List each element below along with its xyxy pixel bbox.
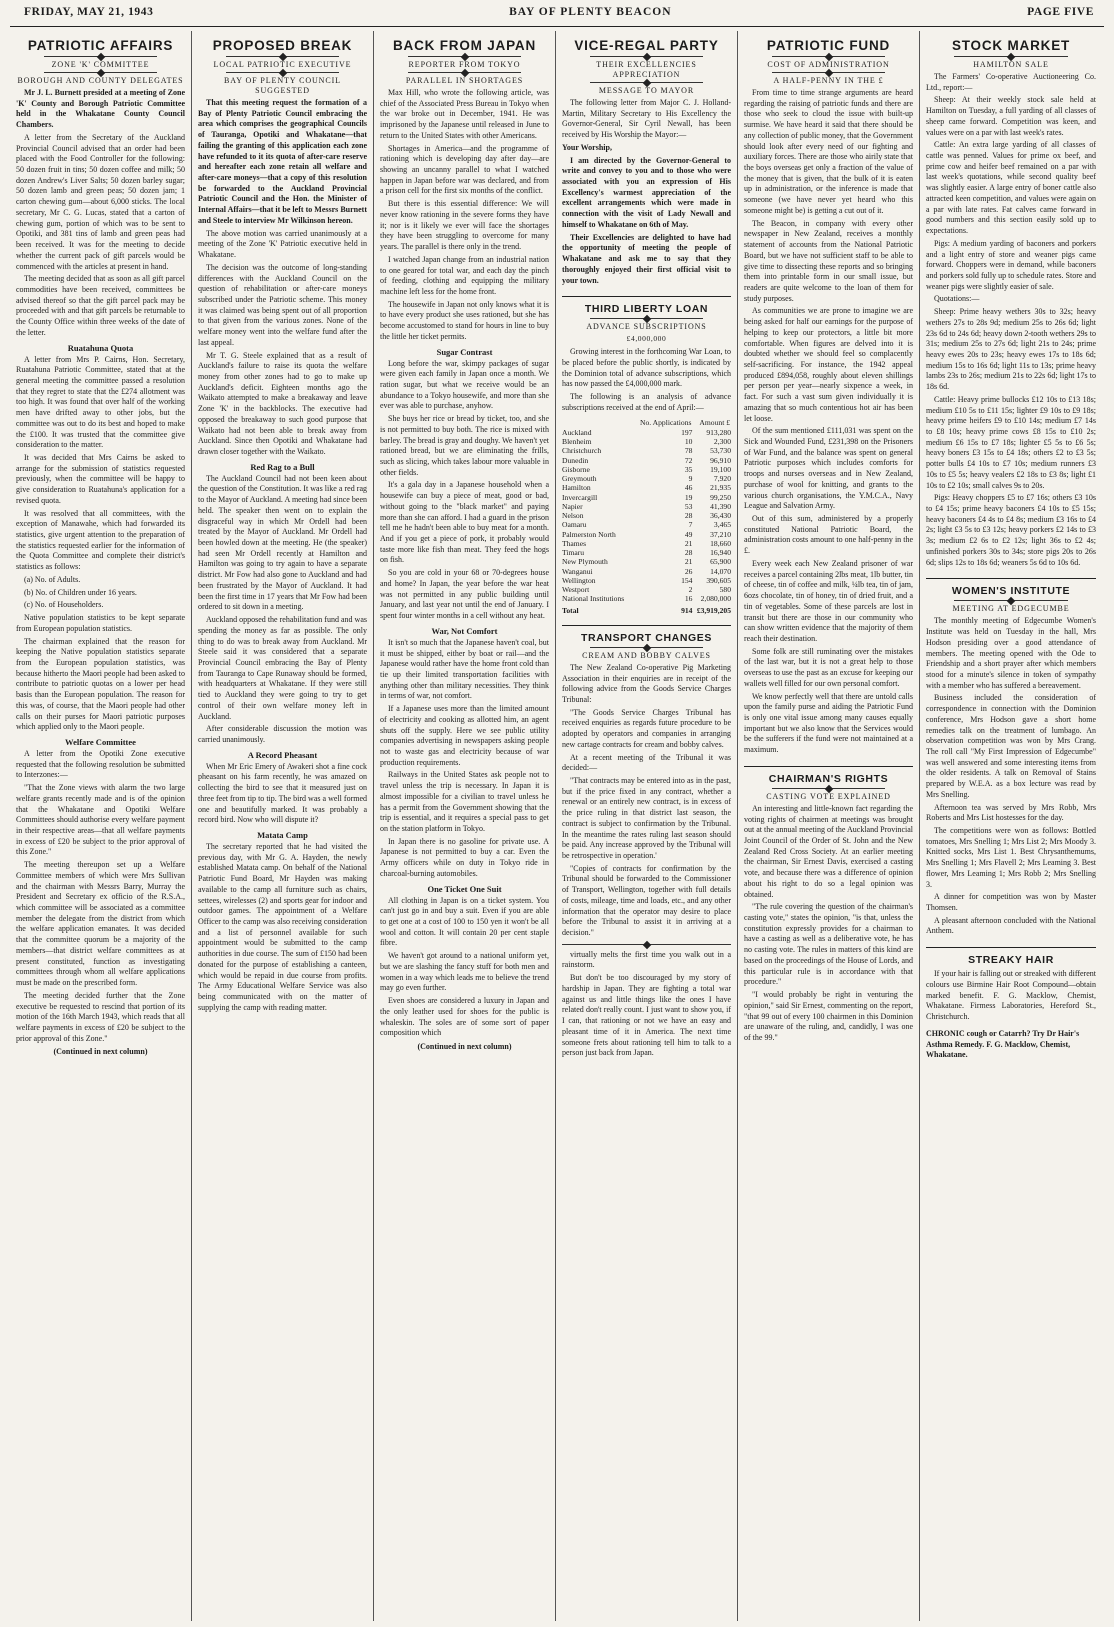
divider xyxy=(772,56,885,57)
page-number: PAGE FIVE xyxy=(1027,6,1094,18)
table-cell: Nelson xyxy=(562,511,584,521)
continued-note: (Continued in next column) xyxy=(53,1047,148,1057)
divider xyxy=(590,318,703,319)
paragraph: I watched Japan change from an industrial nation to one geared for total war, and each day the pinch of feeding, clothing and equipping the military machine left less for the home front. xyxy=(380,254,549,296)
advertisement: CHRONIC cough or Catarrh? Try Dr Hair's Asthma Remedy. F. G. Macklow, Chemist, Whakatane. xyxy=(926,1028,1080,1060)
paragraph: From time to time strange arguments are heard regarding the raising of patriotic funds and there are those who seek to cloud the issue with built-up surmise. We have heard it said that there should be any collection of public money, that the Government should look after every need of our fighting and auxiliary forces. There are those who airily state that the boys overseas get only a fraction of the value of the money that is given, that the bulk of it is eaten up in administration, or the inference is made that someone (we have never yet heard who this someone might be) is getting a cut out of it. xyxy=(744,88,913,215)
headline: PROPOSED BREAK xyxy=(212,38,353,53)
table-cell: 7,920 xyxy=(713,474,731,484)
paragraph: A letter from Mrs P. Cairns, Hon. Secretary, Ruatahuna Patriotic Committee, stated that at the general meeting the committee passed a resolution that they regret to state that the £274 allotment was too high. It was found that over half of the working men have drifted away to other jobs, but the committee was out to do its best and hoped to make the £100. It was trusted that the committee give consideration to the matter. xyxy=(16,354,185,450)
paragraph: "That the Zone views with alarm the two large welfare grants recently made and is of the opinion that the Whakatane and Opotiki Welfare Committees should authorise every welfare payment in their respective areas—that all welfare payments in excess of £20 be subject to the prior approval of this Zone." xyxy=(16,783,185,857)
section-subhead: Red Rag to a Bull xyxy=(250,461,315,472)
subheadline: PARALLEL IN SHORTAGES xyxy=(405,76,524,85)
divider xyxy=(954,56,1068,57)
table-row xyxy=(562,548,731,557)
table-cell: 46 xyxy=(684,483,693,493)
paragraph: But there is this essential difference: We will never know rationing in the severe forms they have it; nor is it likely we ever will face the shortages they have been struggling to overcome for many years. The parallel is there only in the trend. xyxy=(380,199,549,252)
table-cell: 21,935 xyxy=(710,483,731,493)
table-row xyxy=(562,576,731,585)
paragraph: Business included the consideration of correspondence in connection with the Dominion conference, Mrs Hodson gave a short home remedies talk on the treatment of lumbago. An observation competition was won by Mrs Crang. The roll call "My First Impression of Edgecumbe" was well answered and some interesting items from the older residents. A talk on Removal of Stains prepared by W.E.A. as a box lecture was read by Mrs Snelling. xyxy=(926,693,1096,799)
table-cell: New Plymouth xyxy=(562,557,608,567)
headline: THIRD LIBERTY LOAN xyxy=(562,296,731,315)
divider xyxy=(408,72,521,73)
subheadline: BAY OF PLENTY COUNCIL SUGGESTED xyxy=(224,76,341,95)
section-subhead: Ruatahuna Quota xyxy=(67,342,134,353)
table-cell: 28 xyxy=(684,511,693,521)
headline: VICE-REGAL PARTY xyxy=(574,38,719,53)
table-row xyxy=(562,502,731,511)
table-row xyxy=(562,465,731,474)
paragraph: All clothing in Japan is on a ticket system. You can't just go in and buy a suit. Even if you are able to get one at a cost of 100 to 150 yen it won't be all wool and cotton. It will contain 20 per cent staple fibre. xyxy=(380,895,549,948)
table-cell: Christchurch xyxy=(562,446,602,456)
table-cell: Wellington xyxy=(562,575,596,585)
list-item: (c) No. of Householders. xyxy=(24,600,104,610)
table-cell: 99,250 xyxy=(710,492,731,502)
headline: STOCK MARKET xyxy=(951,38,1071,53)
table-cell: 37,210 xyxy=(710,529,731,539)
section-subhead: One Ticket One Suit xyxy=(427,883,502,894)
paragraph: The housewife in Japan not only knows what it is to have every product she uses rationed, but she has become accustomed to stand for hours in line to buy the little her ticket permits. xyxy=(380,299,549,341)
paragraph: The meeting thereupon set up a Welfare Committee members of which were Mrs Sullivan and the chairman with Messrs Barry, Murray the President and Secretary ex officio of the R.S.A., which committee will be associated as a committee member the delegate from the district from which the welfare application emanates. It was decided that the committee quorum be a majority of the members—that district welfare committees as at present constituted, function as investigating committees through whom all welfare applications must be made on the prescribed form. xyxy=(16,860,185,988)
paragraph: Growing interest in the forthcoming War Loan, to be placed before the public shortly, is indicated by the Dominion total of advance subscriptions, which has now passed the £4,000,000 mark. xyxy=(562,347,731,389)
subheadline: ADVANCE SUBSCRIPTIONS xyxy=(586,322,707,332)
table-row xyxy=(562,474,731,483)
table-row xyxy=(562,437,731,446)
section-subhead: War, Not Comfort xyxy=(431,625,498,636)
subheadline: CASTING VOTE EXPLAINED xyxy=(766,791,891,801)
table-cell: Westport xyxy=(562,585,590,595)
table-cell: Invercargill xyxy=(562,492,598,502)
salutation: Your Worship, xyxy=(562,142,612,152)
paragraph: Out of this sum, administered by a properly constituted National Patriotic Board, the administration costs amount to one half-penny in the £. xyxy=(744,514,913,556)
table-row xyxy=(562,483,731,492)
table-cell: 53 xyxy=(684,501,693,511)
paragraph: Native population statistics to be kept separate from European population statistics. xyxy=(16,613,185,633)
lead-paragraph: Mr J. L. Burnett presided at a meeting of Zone 'K' County and Borough Patriotic Committee held in the Whakatane County Council Chambers. xyxy=(16,88,185,130)
headline: BACK FROM JAPAN xyxy=(393,38,536,53)
list-item: (a) No. of Adults. xyxy=(24,574,81,584)
paragraph: An interesting and little-known fact regarding the voting rights of chairmen at meetings was brought out at the annual meeting of the Auckland Provincial Joint Council of the Order of St. John and the New Zealand Red Cross Society. At an earlier meeting the chairman, Sir Ernest Davis, exercised a casting vote, and because there was a difference of opinion about his right to do so a legal opinion was obtained. xyxy=(744,803,913,899)
paragraph: "The Goods Service Charges Tribunal has received enquiries as regards future procedure to be adopted by operators and companies in arranging new cartage contracts for cream and bobby calves. xyxy=(562,707,731,749)
table-cell: 65,900 xyxy=(710,557,731,567)
table-cell: 390,605 xyxy=(706,575,731,585)
subheadline: A HALF-PENNY IN THE £ xyxy=(773,76,884,85)
subheadline: ZONE 'K' COMMITTEE xyxy=(51,60,150,69)
table-cell: Palmerston North xyxy=(562,529,616,539)
subheadline: BOROUGH AND COUNTY DELEGATES xyxy=(17,76,184,85)
table-row xyxy=(562,428,731,437)
table-cell: 53,730 xyxy=(710,446,731,456)
table-cell: 10 xyxy=(684,437,693,447)
paragraph: We know perfectly well that there are untold calls upon the family purse and aiding the Patriotic Fund is only one vital issue among many causes equally important but we also know that the Services would be the sufferers if the fund were not maintained at a maximum. xyxy=(744,691,913,755)
paragraph: After considerable discussion the motion was carried unanimously. xyxy=(198,724,367,744)
paragraph: The decision was the outcome of long-standing differences with the Auckland Council on the question of rehabilitation or after-care moneys subscribed under the Patriotic scheme. This money it was claimed was being spent out of all proportion to that given from the various zones. None of the welfare money went into the welfare fund after the last appeal. xyxy=(198,262,367,347)
paragraph: The secretary reported that he had visited the previous day, with Mr G. A. Hayden, the newly established Matata camp. On behalf of the National Patriotic Fund Board, Mr Hayden was making available to the camp all furniture such as chairs, settees, wirelesses (2) and sports gear for indoor and outdoor games. The appointment of a Welfare Officer to the camp was also receiving consideration and a list of personnel available for such appointment would be submitted to the camp authorities in due course. The sum of £150 had been donated for the purpose of establishing a canteen, which would be repaid in due course from profits. The Army Educational Welfare Service was also being communicated with on the matter of supplying the camp with reading matter. xyxy=(198,842,367,1012)
paragraph: "Copies of contracts for confirmation by the Tribunal should be forwarded to the Commissioner of Transport, Wellington, together with full details of costs, mileage, time and loads, etc., and any other information that the operator may desire to place before the Tribunal to assist it in arriving at a decision." xyxy=(562,863,731,938)
table-cell: 3,465 xyxy=(713,520,731,530)
subheadline: LOCAL PATRIOTIC EXECUTIVE xyxy=(213,60,352,69)
paragraph: Railways in the United States ask people not to travel unless the trip is necessary. In Japan it is almost impossible for a civilian to travel unless he has a permit from the Government showing that the trip is essential, and it requires a special pass to get on the station platform in Tokyo. xyxy=(380,770,549,833)
table-cell: Napier xyxy=(562,501,583,511)
divider xyxy=(562,944,731,945)
table-cell: Timaru xyxy=(562,548,585,558)
paragraph: As communities we are prone to imagine we are being asked for half our earnings for the purpose of helping to keep our protectors, a little bit more comfortable. When figures are delved into it is doubted whether we should feel so complacently self-sacrificing. For instance, the 1942 appeal produced £894,058, roughly about eleven shillings per person per year—nearly sixpence a week, in fact. For such a vast sum given individually it is amazing that so much contentious hot air has been let loose. xyxy=(744,306,913,423)
subheadline: HAMILTON SALE xyxy=(973,60,1049,69)
paragraph: Sheep: Prime heavy wethers 30s to 32s; heavy wethers 27s to 28s 9d; medium 25s to 26s 6d; light 23s 6d to 24s 6d; heavy down 2-tooth wethers 29s to 31s; medium 25s to 27s 6d; light 21s to 24s; prime heavy ewes 20s to 23s; heavy ewes 17s to 18s 6d; medium 15s to 16s 6d; light 11s to 13s; prime heavy lambs 23s to 26s; medium 21s to 22s 6d; light 17s to 18s 6d. xyxy=(926,307,1096,392)
table-cell: 19 xyxy=(684,492,693,502)
paragraph: It was resolved that all committees, with the exception of Manawahe, which had forwarded its statistics, give urgent attention to the preparation of the statistics requested earlier for the information of the Quota Committee and complete their district's statistics as follows: xyxy=(16,508,185,572)
table-row xyxy=(562,594,731,603)
table-cell: 36,430 xyxy=(710,511,731,521)
paragraph: Max Hill, who wrote the following article, was chief of the Associated Press Bureau in Tokyo when the war broke out in December, 1941. He was imprisoned by the Japanese until released in June to return to the United States with other Americans. xyxy=(380,88,549,140)
lead-paragraph: Their Excellencies are delighted to have had the opportunity of meeting the people of Whakatane and ask me to say that they thoroughly enjoyed their first official visit to your town. xyxy=(562,232,731,285)
table-row xyxy=(562,511,731,520)
table-cell: 28 xyxy=(684,548,693,558)
divider xyxy=(772,788,885,789)
table-cell: 7 xyxy=(688,520,693,530)
paragraph: The Beacon, in company with every other newspaper in New Zealand, receives a monthly statement of accounts from the National Patriotic Board, but we have not sufficient staff to be able to give time to dissecting these reports and so bringing them into printable form in our small issue, but readers are quite welcome to the loan of them for study purposes. xyxy=(744,218,913,303)
headline: STREAKY HAIR xyxy=(926,947,1096,966)
divider xyxy=(44,72,157,73)
newspaper-title: BAY OF PLENTY BEACON xyxy=(509,6,672,18)
paragraph: It isn't so much that the Japanese haven't coal, but it must be shipped, either by boat or rail—and the Japanese would rather have the home front cold than tie up their limited transportation facilities with anything other than military necessities. They think in terms of war, not comfort. xyxy=(380,637,549,701)
table-cell: 9 xyxy=(688,474,693,484)
paragraph: Some folk are still ruminating over the mistakes of the last war, but it is not a great help to those overseas to use the past as an excuse for keeping our wallets well filled for our own personal comfort. xyxy=(744,646,913,688)
paragraph: We haven't got around to a national uniform yet, but we are slashing the fancy stuff for both men and women in a way which leads me to believe the trend may go even further. xyxy=(380,951,549,993)
table-row xyxy=(562,456,731,465)
table-cell: 913,280 xyxy=(706,427,731,437)
section-subhead: Matata Camp xyxy=(257,830,308,840)
paragraph: If a Japanese uses more than the limited amount of electricity and cooking as allotted him, an agent shuts off the supply. Here we see public utility companies advertising in newspapers asking people not to waste gas and electricity because of war production requirements. xyxy=(380,704,549,767)
paragraph: It was decided that Mrs Cairns be asked to arrange for the submission of statistics requested previously, when the committee will be happy to give consideration to Ruatahuna's application for a revised quota. xyxy=(16,453,185,505)
table-cell: 914 xyxy=(681,605,693,615)
table-row xyxy=(562,530,731,539)
table-cell: 41,390 xyxy=(710,501,731,511)
table-header-row xyxy=(562,417,731,428)
table-cell: 21 xyxy=(684,557,693,567)
section-subhead: Welfare Committee xyxy=(65,736,136,747)
table-cell: 16,940 xyxy=(710,548,731,558)
paragraph: The above motion was carried unanimously at a meeting of the Zone 'K' Patriotic executive held in Whakatane. xyxy=(198,228,367,260)
paragraph: Shortages in America—and the programme of rationing which is developing day after day—are showing an uncanny parallel to what I watched happen in Japan before war was declared, and from a prison cell for the first six months of the conflict. xyxy=(380,143,549,196)
table-row xyxy=(562,567,731,576)
paragraph: "The rule covering the question of the chairman's casting vote," states the opinion, "is that, unless the constitution expressly provides for a chairman to have a casting as well as a deliberative vote, he has no casting vote. The rules in matters of this kind are based on the proceedings of the House of Lords, and this particular rule is in accordance with that procedure." xyxy=(744,902,913,987)
paragraph: The meeting decided further that the Zone executive be requested to rescind that portion of its motion of the 16th March 1943, which reads that all welfare payments in excess of £20 be subject to the prior approval of this Zone." xyxy=(16,990,185,1043)
paragraph: But don't be too discouraged by my story of hardship in Japan. They are fighting a total war against us and little things like the ones I have related don't really count. I just want to show you, if I can, that rationing or not we have an easy and pleasant time of it in America. The next time someone frets about rationing tell him to talk to a person just back from Japan. xyxy=(562,973,731,1058)
paragraph: The chairman explained that the reason for keeping the Native population statistics separate from the European population statistics, was because hitherto the Maori people had been asked to contribute to patriotic quotas on a lower per head basis than the European population. The reason for this was, of course, that the Maori people had other calls on their purses for Maori patriotic purposes which applied only to the Maori people. xyxy=(16,636,185,732)
paragraph: Mr T. G. Steele explained that as a result of Auckland's failure to raise its quota the welfare money from other zones had to go to make up Auckland's deficit. Eighteen months ago the Waikato attempted to make a breakaway and leave Zone 'K' in the backblocks. The executive had opposed the breakaway to such good purpose that Waikato had not been able to break away from Auckland. Since then Opotiki and Whakatane had drawn closer together with the Waikato. xyxy=(198,350,367,456)
paragraph: If your hair is falling out or streaked with different colours use Birmine Hair Root Compound—obtain marked benefit. F. G. Macklow, Chemist, Whakatane. Firmess Laboratories, Hereford St., Christchurch. xyxy=(926,969,1096,1022)
table-row xyxy=(562,520,731,529)
paragraph: The following is an analysis of advance subscriptions received at the end of April:— xyxy=(562,392,731,412)
column-patriotic-fund xyxy=(738,31,920,1621)
table-cell: 2 xyxy=(688,585,693,595)
paragraph: Afternoon tea was served by Mrs Robb, Mrs Roberts and Mrs List hostesses for the day. xyxy=(926,802,1096,823)
paragraph: Pigs: A medium yarding of baconers and porkers and a light entry of store and weaner pigs came forward. Choppers were in demand, while baconers and porkers sold fully up to schedule rates. Store and weaner pigs were slightly easier of sale. xyxy=(926,238,1096,291)
table-cell: 2,300 xyxy=(713,437,731,447)
paragraph: Even shoes are considered a luxury in Japan and the only leather used for shoes for the public is whaleskin. The soles are of some sort of paper composition which xyxy=(380,996,549,1038)
paragraph: Cattle: An extra large yarding of all classes of cattle was penned. Values for prime ox beef, and prime cow and heifer beef remained on a par with last week's quotations, while second quality beef was slightly easier. A large entry of boner cattle also attracted keen competition, and values were again on a par with late rates. Fat calves came forward in good numbers and this section easily sold up to expectations. xyxy=(926,140,1096,236)
paragraph: Cattle: Heavy prime bullocks £12 10s to £13 18s; medium £10 5s to £11 15s; lighter £9 10s to £9 18s; heavy prime heifers £9 to £10 14s; medium £7 14s to £8 10s; heavy prime cows £8 15s to £10 2s; medium £6 15s to £7 18s; lighter £5 5s to £6 5s; heavy boners £3 15s to £4 18s; others £2 to £3 5s; potter bulls £4 10s to £7 10s; medium runners £3 10s to £5 5s; heavy vealers £2 18s to £3 8s; light £1 10s to £2 10s; small calves 9s to 20s. xyxy=(926,394,1096,490)
paragraph: It's a gala day in a Japanese household when a housewife can buy a piece of meat, good or bad, without going to the "black market" and paying more than she can afford. I had a guard in the prison tell me he hadn't been able to buy meat for a month. And if you get a piece of pork, it probably would taste more like fish than meat. They feed the hogs on fish. xyxy=(380,480,549,565)
table-cell: Greymouth xyxy=(562,474,597,484)
table-cell: Total xyxy=(562,605,579,615)
paragraph: When Mr Eric Emery of Awakeri shot a fine cock pheasant on his farm recently, he was amazed on collecting the bird to see that it measured just on three feet from tip to tip. The bird was a well formed one and beautifully marked. It was probably a record bird. Now who will dispute it? xyxy=(198,761,367,825)
section-subhead: A Record Pheasant xyxy=(247,749,318,760)
column-back-from-japan xyxy=(374,31,556,1621)
table-cell: Blenheim xyxy=(562,437,592,447)
table-cell: 21 xyxy=(684,538,693,548)
paragraph: The following letter from Major C. J. Holland-Martin, Military Secretary to His Excellency the Governor-General, Sir Cyril Newall, has been received by His Worship the Mayor:— xyxy=(562,98,731,140)
table-header xyxy=(562,417,632,428)
table-cell: Hamilton xyxy=(562,483,591,493)
divider xyxy=(226,56,339,57)
paragraph: So you are cold in your 68 or 70-degrees house and home? In Japan, the year before the war heat was not permitted in any public building until January, and last year not until the end of January. I spent four winter months in a cell without any heat. xyxy=(380,568,549,621)
table-row xyxy=(562,446,731,455)
subscriptions-table xyxy=(562,417,731,615)
paragraph: Of the sum mentioned £111,031 was spent on the Sick and Wounded Fund, £231,398 on the Prisoners of War Fund, and the balance was spent on general Patriotic purposes which includes comforts for troops and nurses overseas and in New Zealand, purchase of wool for knitting, and grants to the various church organisations, the Y.M.C.A., Navy League and Salvation Army. xyxy=(744,426,913,511)
paragraph: A letter from the Opotiki Zone executive requested that the following resolution be submitted to Interzones:— xyxy=(16,748,185,780)
table-row xyxy=(562,557,731,566)
paragraph: "That contracts may be entered into as in the past, but if the price fixed in any contract, whether a renewal or an entirely new contract, is in excess of the price ruling in that district last season, the contract is subject to confirmation by the Tribunal. In the meantime the rates ruling last season should be paid. Any increase approved by the Tribunal will be retrospective in operation.' xyxy=(562,775,731,860)
divider xyxy=(44,56,157,57)
headline: PATRIOTIC AFFAIRS xyxy=(27,38,174,53)
table-cell: Auckland xyxy=(562,427,592,437)
subheadline: CREAM AND BOBBY CALVES xyxy=(582,650,711,660)
paragraph: Every week each New Zealand prisoner of war receives a parcel containing 2lbs meat, 1lb butter, tin of cheese, tin of coffee and milk, ¼lb tea, tin of jam, 6ozs chocolate, tin of honey, tin of dried fruit, and a tin of vegetables. Some of these parcels are lost in transit but there are those in our community who can show written evidence that the majority of them reach their destination. xyxy=(744,558,913,643)
section-subhead: Sugar Contrast xyxy=(436,346,493,357)
paragraph: Auckland opposed the rehabilitation fund and was spending the money as far as possible. The only thing to do was to break away from Auckland. Mr Steele said it was considered that a separate Provincial Council embracing the Bay of Plenty from Tauranga to Cape Runaway should be formed, with headquarters at Whakatane. If they were still tied to Auckland they were going to try to get control of their own welfare money left in Auckland. xyxy=(198,615,367,721)
table-header: No. Applications xyxy=(639,417,692,427)
headline: WOMEN'S INSTITUTE xyxy=(926,578,1096,597)
subheadline-amount: £4,000,000 xyxy=(626,334,667,344)
paragraph: Pigs: Heavy choppers £5 to £7 16s; others £3 10s to £4 15s; prime heavy baconers £4 10s to £5 15s; heavy baconers £4 4s to £4 8s; medium £3 16s to £4 2s; light £3 5s to £3 12s; heavy porkers £2 14s to £3 3s; medium £2 6s to £2 12s; light 36s to £2 4s; unfinished porkers 30s to 34s; store pigs 20s to 26s 6d; slips 12s to 18s 6d; weaners 5s 6d to 10s 6d. xyxy=(926,493,1096,567)
subheadline: THEIR EXCELLENCIES APPRECIATION xyxy=(596,60,697,79)
paragraph: A pleasant afternoon concluded with the National Anthem. xyxy=(926,915,1096,936)
lead-paragraph: I am directed by the Governor-General to write and convey to you and to those who were associated with you an expression of His Excellency's warmest appreciation of the excellent arrangements which were made in connection with the visit of Lady Newall and himself to Whakatane on 6th of May. xyxy=(562,155,731,229)
paragraph: In Japan there is no gasoline for private use. A Japanese is not permitted to buy a car. Even the Army officers while on duty in Tokyo ride in charcoal-burning automobiles. xyxy=(380,836,549,878)
paragraph: The Farmers' Co-operative Auctioneering Co. Ltd., report:— xyxy=(926,72,1096,92)
paragraph: "I would probably be right in venturing the opinion," said Sir Ernest, commenting on the report, "that 99 out of every 100 chairmen in this Dominion are unaware of the ruling, and, candidly, I was one of the 99." xyxy=(744,990,913,1042)
paragraph: A letter from the Secretary of the Auckland Provincial Council advised that an order had been placed with the Food Controller for the following: 50 dozen fruit in tins; 50 dozen coffee and milk; 50 dozen Andrew's Liver Salts; 50 dozen barley sugar; 50 dozen lamb and green peas; 50 dozen jam; 1 carton chewing gum—about 6,000 sticks. The local secretary, Mr C. G. Lucas, stated that a carton of chewing gum, portion of which was to be sent to Opotiki, and 381 tins of lamb and green peas had been received. It was for the meeting to decide whether the current pack of gift parcels would be commenced with the articles at present in hand. xyxy=(16,132,185,271)
list-item: (b) No. of Children under 16 years. xyxy=(24,587,137,597)
column-patriotic-affairs xyxy=(10,31,192,1621)
table-cell: 78 xyxy=(684,446,693,456)
table-cell: 16 xyxy=(684,594,693,604)
issue-date: FRIDAY, MAY 21, 1943 xyxy=(24,6,154,18)
table-cell: Oamaru xyxy=(562,520,587,530)
divider xyxy=(590,82,703,83)
headline: PATRIOTIC FUND xyxy=(766,38,891,53)
subheadline: MEETING AT EDGECUMBE xyxy=(952,604,1070,614)
paragraph: The monthly meeting of Edgecumbe Women's Institute was held on Tuesday in the hall, Mrs Hodson presiding over a good attendance of members. The meeting opened with the Ode to Friendship and a short prayer after which members stood for a minute's silence in token of sympathy with a member who has suffered a bereavement. xyxy=(926,616,1096,690)
column-stock-market xyxy=(920,31,1102,1621)
table-cell: 96,910 xyxy=(710,455,731,465)
table-cell: 19,100 xyxy=(710,464,731,474)
table-cell: 14,070 xyxy=(710,566,731,576)
divider xyxy=(226,72,339,73)
table-cell: 197 xyxy=(681,427,693,437)
divider xyxy=(408,56,521,57)
table-cell: Gisborne xyxy=(562,464,590,474)
paragraph: The competitions were won as follows: Bottled tomatoes, Mrs Snelling 1; Mrs List 2; Mrs Moody 3. Knitted socks, Mrs List 1. Best Chrysanthemums, Mrs Snelling 1; Mrs Flavell 2; Mrs Leaming 3. Best flower, Mrs Leaming 1; Mrs Robb 2; Mrs Snelling 3. xyxy=(926,826,1096,889)
subheadline: COST OF ADMINISTRATION xyxy=(767,60,890,69)
table-header: Amount £ xyxy=(699,417,730,427)
table-cell: 2,080,000 xyxy=(700,594,731,604)
table-cell: Thames xyxy=(562,538,587,548)
table-cell: 49 xyxy=(684,529,693,539)
table-cell: Dunedin xyxy=(562,455,589,465)
divider xyxy=(954,600,1068,601)
lead-paragraph: That this meeting request the formation of a Bay of Plenty Patriotic Council embracing the area which comprises the geographical Councils of Tauranga, Opotiki and Whakatane—that failing the granting of this application each zone have refunded to it its quota of after-care reserve and hereafter each zone retain all welfare and after-care moneys—that a copy of this resolution be forwarded to the Auckland Provincial Patriotic Council and the Hon. the Minister of Internal Affairs—that it be left to Messrs Burnett and Steele to interview Mr Wilkinson hereon. xyxy=(198,98,367,225)
subheadline: MESSAGE TO MAYOR xyxy=(598,86,695,95)
table-cell: National Institutions xyxy=(562,594,625,604)
headline: TRANSPORT CHANGES xyxy=(562,625,731,644)
continued-note: (Continued in next column) xyxy=(417,1041,512,1051)
table-total-row xyxy=(562,604,731,615)
table-cell: 154 xyxy=(681,575,693,585)
paragraph: She buys her rice or bread by ticket, too, and she is not permitted to buy both. The rice is mixed with barley. The bread is gray and doughy. We haven't yet rationed bread, but we are eliminating the frills, such as slicing, which takes labour more valuable in other fields. xyxy=(380,414,549,477)
divider xyxy=(590,56,703,57)
table-cell: £3,919,205 xyxy=(696,605,731,615)
headline: CHAIRMAN'S RIGHTS xyxy=(744,766,913,785)
table-cell: 580 xyxy=(719,585,731,595)
columns xyxy=(10,31,1104,1621)
table-row xyxy=(562,493,731,502)
column-vice-regal-party xyxy=(556,31,738,1621)
paragraph: Long before the war, skimpy packages of sugar were given each family in Japan once a month. We ration sugar, but what we receive would be an abundance to a Tokyo housewife, and more than she ever was able to purchase, anyhow. xyxy=(380,358,549,411)
table-row xyxy=(562,539,731,548)
column-proposed-break xyxy=(192,31,374,1621)
paragraph: At a recent meeting of the Tribunal it was decided:— xyxy=(562,752,731,773)
table-cell: 26 xyxy=(684,566,693,576)
paragraph: Quotations:— xyxy=(934,294,980,304)
table-cell: 72 xyxy=(684,455,693,465)
paragraph: A dinner for competition was won by Master Thomsen. xyxy=(926,892,1096,913)
masthead xyxy=(10,6,1104,27)
paragraph: Sheep: At their weekly stock sale held at Hamilton on Tuesday, a full yarding of all classes of sheep came forward. Competition was keen, and values were on a par with last week's rates. xyxy=(926,95,1096,137)
paragraph: The New Zealand Co-operative Pig Marketing Association in their enquiries are in receipt of the following advice from the Goods Service Charges Tribunal: xyxy=(562,662,731,704)
table-cell: 35 xyxy=(684,464,693,474)
divider xyxy=(590,647,703,648)
table-cell: Wanganui xyxy=(562,566,593,576)
paragraph: The meeting decided that as soon as all gift parcel commodities have been received, committees be advised thereof so that the gift parcel pack may be proceeded with and that gift parcels be returnable to the County Office within three weeks of the date of the letter. xyxy=(16,274,185,337)
table-cell: 18,660 xyxy=(710,538,731,548)
subheadline: REPORTER FROM TOKYO xyxy=(408,60,521,69)
divider xyxy=(772,72,885,73)
paragraph: The Auckland Council had not been keen about the question of the Constitution. It was like a red rag to the Mayor of Auckland. A meeting had since been held. The speaker then went on to explain the disgraceful way in which Mr Ordell had been treated by the Mayor of Auckland. Mr Ordell had been howled down at the meeting. He (the speaker) had seen Mr Ordell recently at Hamilton and Hamilton was going to try again to have a separate district. Mr Fow had also gone to Auckland and had been frustrated by the Mayor of Auckland. It had been the first time in 17 years that Mr Fow had been ordered to sit down in a meeting. xyxy=(198,473,367,612)
paragraph: virtually melts the first time you walk out in a rainstorm. xyxy=(562,949,731,970)
table-row xyxy=(562,585,731,594)
